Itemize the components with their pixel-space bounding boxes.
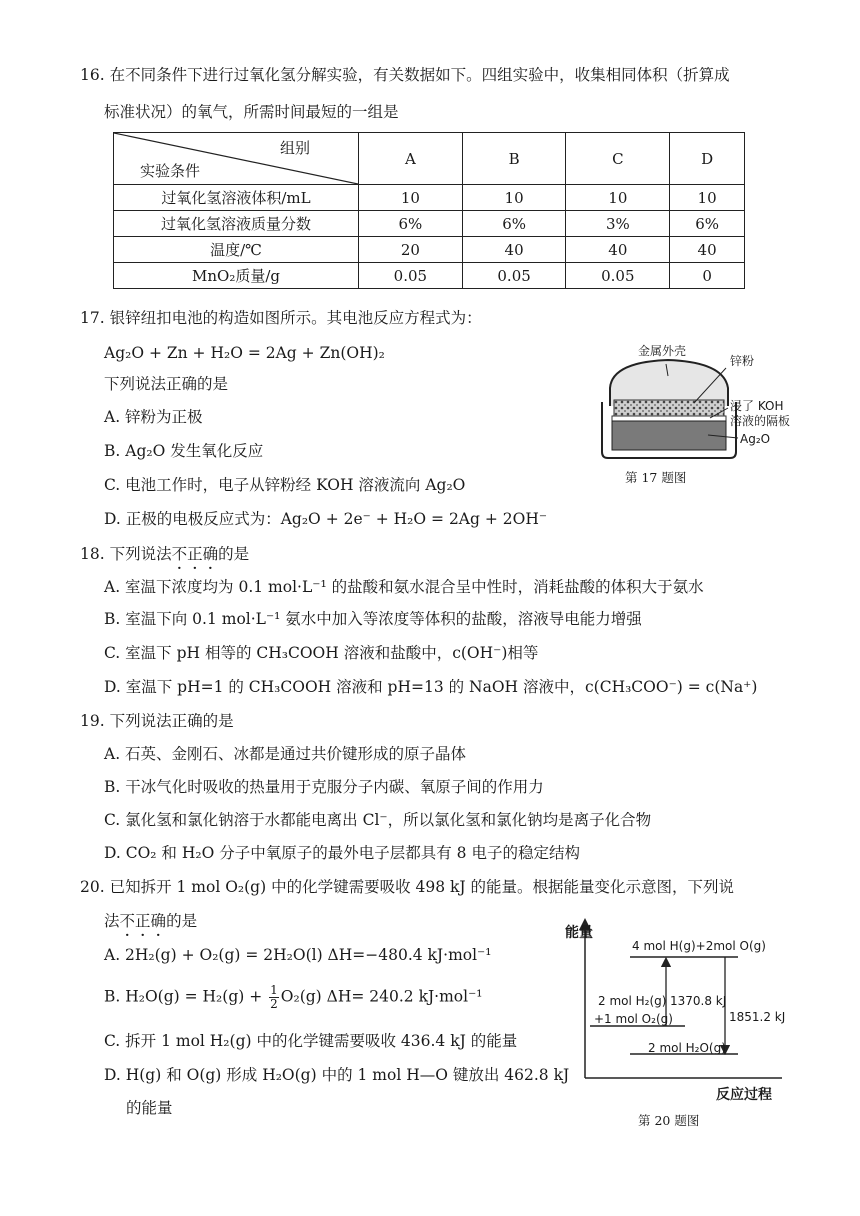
fig-label-separator-1: 浸了 KOH	[730, 399, 784, 413]
cell: 0	[670, 263, 745, 289]
q17-figure-caption: 第 17 题图	[625, 470, 687, 485]
cell: 3%	[566, 211, 670, 237]
q17-option-b: B. Ag₂O 发生氧化反应	[104, 442, 264, 460]
q18-stem-emphasis	[172, 545, 219, 563]
q18-option-c: C. 室温下 pH 相等的 CH₃COOH 溶液和盐酸中，c(OH⁻)相等	[104, 644, 539, 662]
q20-option-a: A. 2H₂(g) + O₂(g) = 2H₂O(l) ΔH=−480.4 kJ·mol⁻¹	[104, 946, 492, 964]
reaction-progress-axis-label: 反应过程	[716, 1087, 772, 1103]
q19-option-b: B. 干冰气化时吸收的热量用于克服分子内碳、氧原子间的作用力	[104, 778, 544, 796]
row-label: 温度/℃	[114, 237, 359, 263]
table-row	[114, 237, 745, 263]
energy-delta-2-label: 1851.2 kJ	[729, 1010, 786, 1024]
cell: 40	[462, 237, 566, 263]
q17-ask: 下列说法正确的是	[104, 375, 229, 393]
q18-stem	[80, 543, 249, 565]
emphasis-char: 确	[150, 912, 167, 930]
emphasis-char: 确	[202, 545, 219, 563]
q16-stem-line2: 标准状况）的氧气，所需时间最短的一组是	[104, 103, 399, 121]
q17-option-d: D. 正极的电极反应式为：Ag₂O + 2e⁻ + H₂O = 2Ag + 2OH⁻	[104, 510, 548, 528]
row-label: MnO₂质量/g	[114, 263, 359, 289]
cell: 6%	[462, 211, 566, 237]
q18-stem-pre: 18. 下列说法	[80, 545, 172, 563]
group-header: D	[670, 133, 745, 185]
q19-option-d: D. CO₂ 和 H₂O 分子中氧原子的最外电子层都具有 8 电子的稳定结构	[104, 844, 580, 862]
fig-label-ag2o: Ag₂O	[740, 432, 771, 446]
energy-delta-1-label: 1370.8 kJ	[670, 994, 727, 1008]
table-row	[114, 211, 745, 237]
emphasis-char: 正	[187, 545, 203, 563]
cell: 10	[670, 185, 745, 211]
q20-stem-pre: 法	[104, 912, 120, 930]
q20-option-d-line1: D. H(g) 和 O(g) 形成 H₂O(g) 中的 1 mol H—O 键放出 462.8 kJ	[104, 1066, 570, 1084]
q20-stem-emphasis	[120, 912, 167, 930]
fraction-denominator: 2	[270, 997, 278, 1011]
cell: 10	[462, 185, 566, 211]
table-row	[114, 185, 745, 211]
energy-top-level-label: 4 mol H(g)+2mol O(g)	[632, 939, 766, 953]
cell: 6%	[670, 211, 745, 237]
q16-stem-line1: 16. 在不同条件下进行过氧化氢分解实验，有关数据如下。四组实验中，收集相同体积（折算成	[80, 66, 730, 84]
q17-equation: Ag₂O + Zn + H₂O = 2Ag + Zn(OH)₂	[104, 344, 385, 362]
q18-option-a: A. 室温下浓度均为 0.1 mol·L⁻¹ 的盐酸和氨水混合呈中性时，消耗盐酸的体积大于氨水	[104, 578, 704, 596]
fig-label-separator-2: 溶液的隔板	[730, 414, 791, 428]
q20-option-c: C. 拆开 1 mol H₂(g) 中的化学键需要吸收 436.4 kJ 的能量	[104, 1032, 518, 1050]
q17-stem: 17. 银锌纽扣电池的构造如图所示。其电池反应方程式为：	[80, 309, 482, 327]
energy-bottom-level-label: 2 mol H₂O(g)	[648, 1041, 726, 1055]
energy-mid-level-label-2: +1 mol O₂(g)	[594, 1012, 673, 1026]
cell: 20	[359, 237, 463, 263]
corner-condition-label: 实验条件	[140, 162, 201, 180]
q20-option-b-post: O₂(g) ΔH= 240.2 kJ·mol⁻¹	[280, 987, 483, 1006]
q17-option-c: C. 电池工作时，电子从锌粉经 KOH 溶液流向 Ag₂O	[104, 476, 466, 494]
corner-group-label: 组别	[279, 139, 310, 157]
row-label: 过氧化氢溶液质量分数	[114, 211, 359, 237]
cell: 10	[359, 185, 463, 211]
q19-stem: 19. 下列说法正确的是	[80, 712, 234, 730]
cell: 40	[566, 237, 670, 263]
q20-option-b	[104, 984, 483, 1011]
cell: 6%	[359, 211, 463, 237]
q20-option-b-pre: B. H₂O(g) = H₂(g) +	[104, 987, 268, 1006]
q20-stem-line1: 20. 已知拆开 1 mol O₂(g) 中的化学键需要吸收 498 kJ 的能量。根据能量变化示意图，下列说	[80, 878, 735, 896]
q20-option-d-line2: 的能量	[126, 1099, 173, 1117]
cell: 0.05	[566, 263, 670, 289]
group-header: B	[462, 133, 566, 185]
cell: 40	[670, 237, 745, 263]
emphasis-char: 正	[135, 912, 151, 930]
q18-option-b: B. 室温下向 0.1 mol·L⁻¹ 氨水中加入等浓度等体积的盐酸，溶液导电能力增强	[104, 610, 642, 628]
q18-option-d: D. 室温下 pH=1 的 CH₃COOH 溶液和 pH=13 的 NaOH 溶液中，c(CH₃COO⁻) = c(Na⁺)	[104, 678, 758, 696]
row-label: 过氧化氢溶液体积/mL	[114, 185, 359, 211]
q16-data-table	[113, 132, 745, 289]
energy-axis-label: 能量	[565, 925, 593, 941]
table-row	[114, 263, 745, 289]
group-header: A	[359, 133, 463, 185]
group-header: C	[566, 133, 670, 185]
cell: 0.05	[359, 263, 463, 289]
table-corner-header	[114, 133, 359, 185]
energy-mid-level-label-1: 2 mol H₂(g)	[598, 994, 667, 1008]
q20-stem-line2	[104, 910, 197, 932]
emphasis-char: 不	[119, 912, 136, 930]
q20-figure-caption: 第 20 题图	[638, 1113, 700, 1128]
q18-stem-post: 的是	[218, 545, 250, 563]
q17-option-a: A. 锌粉为正极	[104, 408, 203, 426]
q19-option-a: A. 石英、金刚石、冰都是通过共价键形成的原子晶体	[104, 745, 467, 763]
fig-label-shell: 金属外壳	[638, 344, 687, 358]
fraction-numerator: 1	[270, 983, 278, 997]
fraction-one-half	[269, 984, 279, 1011]
cell: 0.05	[462, 263, 566, 289]
q19-option-c: C. 氯化氢和氯化钠溶于水都能电离出 Cl⁻，所以氯化氢和氯化钠均是离子化合物	[104, 811, 652, 829]
cell: 10	[566, 185, 670, 211]
q20-stem-post: 的是	[166, 912, 198, 930]
fig-label-zinc: 锌粉	[730, 354, 755, 368]
emphasis-char: 不	[171, 545, 188, 563]
